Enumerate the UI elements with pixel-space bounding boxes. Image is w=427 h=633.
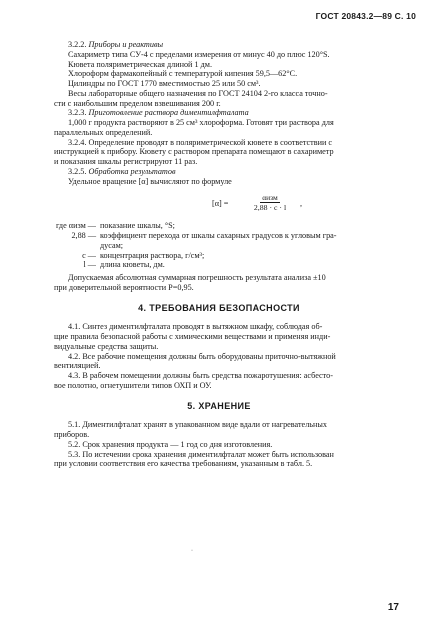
text-line: инструкцией к прибору. Кювету с раствором препарата помещают в сахариметр — [54, 147, 334, 157]
text-line: 5.2. Срок хранения продукта — 1 год со дня изготовления. — [68, 439, 273, 449]
section-3-2-5-title — [54, 167, 384, 177]
text-line: при условии соответствия его качества требованиям, указанным в табл. 5. — [54, 459, 313, 469]
where-item — [54, 231, 384, 241]
text-line: приборов. — [54, 430, 90, 439]
where-symbol — [54, 241, 100, 251]
formula-intro: Удельное вращение [α] вычисляют по формуле — [68, 176, 232, 186]
section-4-heading: 4. ТРЕБОВАНИЯ БЕЗОПАСНОСТИ — [138, 302, 300, 313]
section-title: Приборы и реактивы — [88, 40, 164, 49]
tolerance-line: Допускаемая абсолютная суммарная погрешность результата анализа ±10 — [68, 273, 326, 282]
text-line: щие правила безопасной работы с химическими веществами и применяя инди- — [54, 332, 331, 341]
section-number: 3.2.2. — [68, 40, 87, 49]
section-5-heading: 5. ХРАНЕНИЕ — [187, 400, 251, 411]
where-symbol: c — — [82, 250, 96, 260]
section-title: Обработка результатов — [88, 166, 176, 176]
text-line: 5.3. По истечении срока хранения диментилфталат может быть использован — [68, 449, 334, 459]
where-description: коэффициент перехода от шкалы сахарных градусов к угловым гра- — [100, 231, 337, 240]
section-number: 3.2.5. — [68, 166, 87, 176]
text-line: параллельных определений. — [54, 127, 153, 137]
rotation-formula — [94, 193, 384, 215]
text-line: 4.2. Все рабочие помещения должны быть оборудованы приточно-вытяжной — [68, 351, 336, 361]
scan-speck: · — [191, 548, 193, 554]
text-line: сти с наибольшим пределом взвешивания 200 г. — [54, 98, 221, 108]
page-number: 17 — [387, 602, 399, 613]
where-symbol: l — — [83, 260, 96, 270]
text-line: 4.1. Синтез диментилфталата проводят в вытяжном шкафу, соблюдая об- — [68, 322, 323, 332]
formula-tail: , — [300, 199, 303, 209]
text-line: и показания шкалы регистрируют 11 раз. — [54, 157, 198, 166]
section-3-2-3-title — [54, 108, 384, 118]
text-line: 4.3. В рабочем помещении должны быть средства пожаротушения: асбесто- — [68, 371, 333, 380]
where-item — [54, 241, 384, 251]
where-description: дусам; — [100, 240, 124, 250]
text-line: 5.1. Диментилфталат хранят в упакованном виде вдали от нагревательных — [68, 420, 327, 430]
text-line: Весы лабораторные общего назначения по ГОСТ 24104 2-го класса точно- — [68, 88, 328, 98]
where-description: концентрация раствора, г/см³; — [100, 250, 205, 260]
tolerance-line: при доверительной вероятности P=0,95. — [54, 282, 194, 292]
where-item — [54, 221, 384, 231]
formula-lhs: [α] = — [212, 199, 229, 209]
formula-denominator: 2,88 · c · l — [253, 203, 287, 212]
section-3-2-2-title — [54, 40, 384, 50]
text-line: вое полотно, огнетушители типов ОХП и ОУ. — [54, 380, 212, 390]
text-line: Сахариметр типа СУ-4 с пределами измерения от минус 40 до плюс 120°S. — [68, 49, 330, 59]
where-symbol: 2,88 — — [71, 231, 96, 240]
formula-fraction — [242, 193, 298, 213]
page-header: ГОСТ 20843.2—89 С. 10 — [315, 11, 416, 21]
formula-numerator: αизм — [262, 193, 278, 203]
text-line: Кювета поляриметрическая длиной 1 дм. — [68, 59, 213, 69]
where-description: показание шкалы, °S; — [100, 221, 175, 231]
text-line: Цилиндры по ГОСТ 1770 вместимостью 25 или 50 см³. — [68, 79, 261, 88]
where-item — [54, 260, 384, 270]
text-line: 3.2.4. Определение проводят в поляриметрической кювете в соответствии с — [68, 137, 333, 147]
section-number: 3.2.3. — [68, 108, 87, 118]
text-line: Хлороформ фармакопейный с температурой кипения 59,5—62°С. — [68, 69, 298, 79]
text-line: видуальные средства защиты. — [54, 341, 159, 351]
where-description: длина кюветы, дм. — [100, 260, 165, 270]
text-line: 1,000 г продукта растворяют в 25 см³ хлороформа. Готовят три раствора для — [68, 118, 334, 127]
where-symbol: где αизм — — [55, 221, 96, 231]
section-title: Приготовление раствора диментилфталата — [88, 108, 249, 118]
page-body — [54, 40, 384, 469]
text-line: вентиляцией. — [54, 361, 101, 371]
where-item — [54, 251, 384, 261]
